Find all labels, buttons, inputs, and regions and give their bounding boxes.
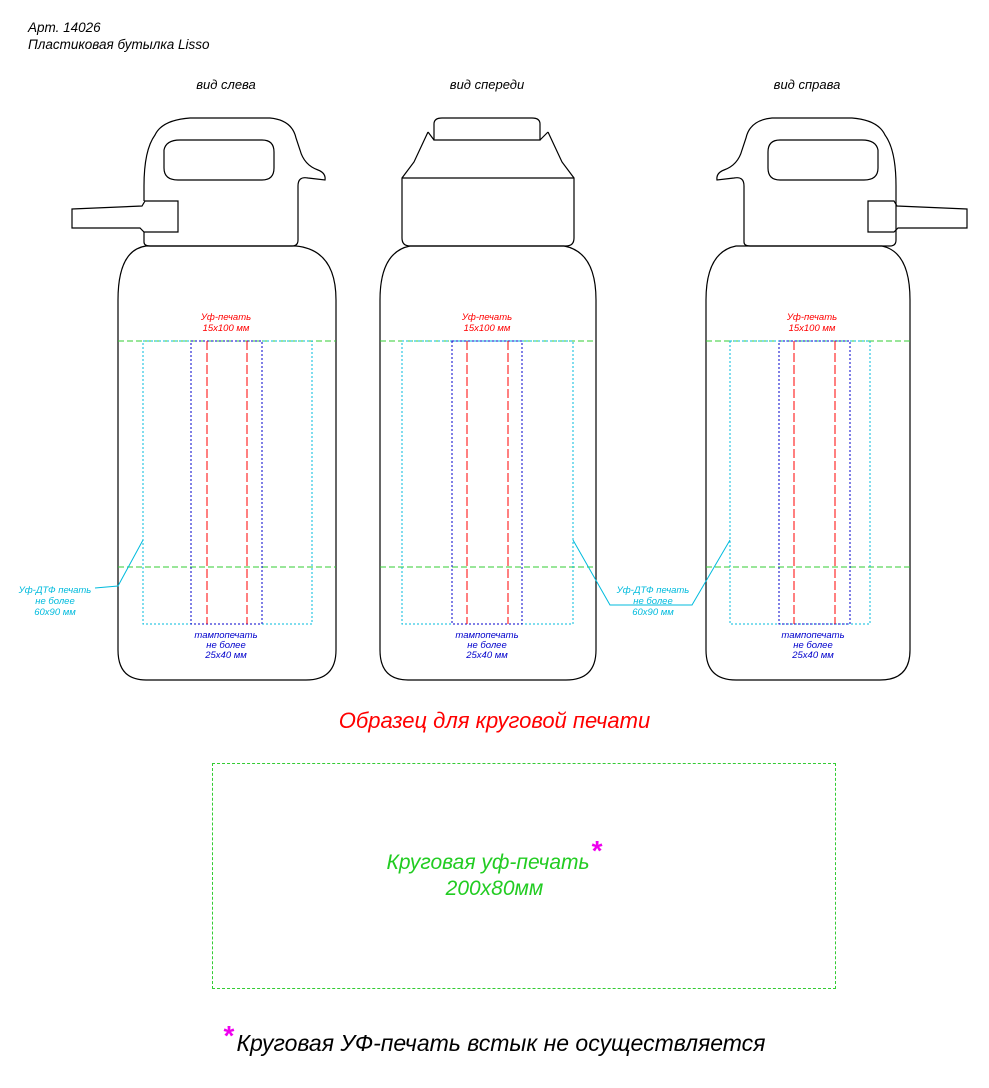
pad-print-label-front: тампопечать не более 25x40 мм: [455, 630, 519, 661]
bottle-cap-right: [717, 118, 967, 246]
uv-print-label-right: Уф-печать 15x100 мм: [786, 312, 838, 334]
print-zones: [118, 341, 910, 624]
bottle-right-view: [706, 77, 967, 680]
pad-print-zone-front: [452, 341, 522, 624]
footnote: [0, 1020, 989, 1058]
view-label-left: вид слева: [196, 77, 256, 92]
bottle-cap-left: [72, 118, 325, 246]
article-number: Арт. 14026: [28, 20, 101, 35]
view-label-right: вид справа: [773, 77, 841, 92]
view-label-front: вид спереди: [449, 77, 525, 92]
uv-dtf-label-left: Уф-ДТФ печать не более 60x90 мм: [18, 585, 92, 618]
circular-print-area-label: Круговая уф-печать: [386, 851, 590, 874]
bottle-cap-front: [402, 118, 574, 246]
pad-print-zone-left: [191, 341, 262, 624]
bottle-left-view: [72, 77, 336, 680]
footnote-asterisk: *: [223, 1020, 235, 1051]
circular-print-sample-title: Образец для круговой печати: [338, 708, 651, 733]
uv-dtf-zone-front: [402, 341, 573, 624]
circular-print-label: [0, 835, 989, 902]
uv-dtf-zone-right: [730, 341, 870, 624]
circular-print-area-size: 200x80мм: [445, 877, 544, 900]
annotation-labels: [18, 312, 845, 661]
uv-dtf-zone-left: [143, 341, 312, 624]
asterisk-mark: *: [591, 835, 603, 866]
uv-dtf-label-middle: Уф-ДТФ печать не более 60x90 мм: [616, 585, 690, 618]
pad-print-zone-right: [779, 341, 850, 624]
bottle-front-view: [380, 77, 596, 680]
pad-print-label-right: тампопечать не более 25x40 мм: [781, 630, 845, 661]
pad-print-label-left: тампопечать не более 25x40 мм: [194, 630, 258, 661]
uv-print-label-left: Уф-печать 15x100 мм: [200, 312, 252, 334]
uv-print-label-front: Уф-печать 15x100 мм: [461, 312, 513, 334]
footnote-text: Круговая УФ-печать встык не осуществляется: [236, 1030, 766, 1056]
product-name: Пластиковая бутылка Lisso: [28, 37, 210, 52]
